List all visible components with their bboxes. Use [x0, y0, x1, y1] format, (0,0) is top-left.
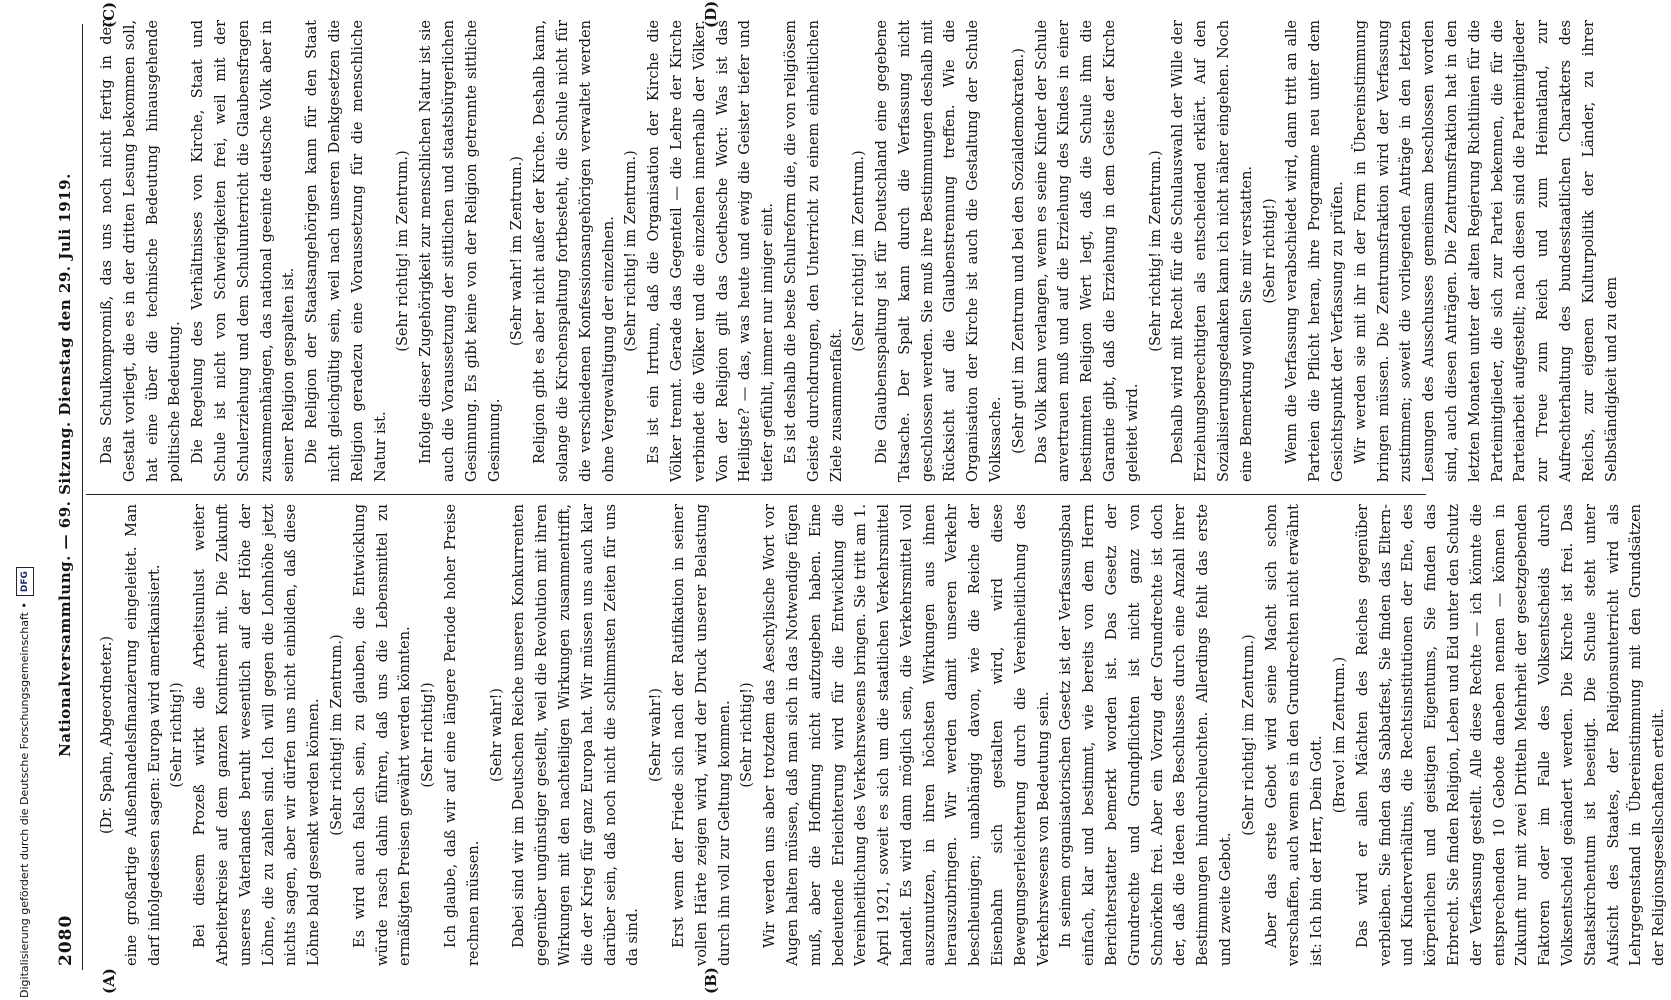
interjection: (Sehr richtig! im Zentrum.)	[328, 634, 345, 836]
paragraph: Das Schulkompromiß, das uns noch nicht fertig in der Gestalt vorliegt, die es in der dritten Lesung bekommen soll, hat eine über die technische Bedeutung hinausgehende politische Bedeutung.	[99, 20, 184, 482]
paragraph: Das wird er allen Mächten des Reiches gegenüber verbleiben. Sie finden das Sabbatfest, Sie finden das Eltern- und Kinderverhältnis, die Rechtsinstitutionen der Ehe, des körperlichen und geistigen Eigentums, Sie finden das Erbrecht. Sie finden Religion, Leben und Eid unter den Schutz der Verfassung gestellt. Alle diese Rechte — ich könnte die entsprechenden 10 Gebote daneben nennen — können in Zukunft nur mit zwei Dritteln Mehrheit der gesetzgebenden Faktoren oder im Falle des Volksentscheids durch Volksentscheid geändert werden. Die Kirche ist frei. Das Staatskirchentum ist beseitigt. Die Schule steht unter Aufsicht des Staates, der Religionsunterricht wird als Lehrgegenstand in Übereinstimmung mit den Grundsätzen der Religionsgesellschaften erteilt.	[1354, 504, 1668, 966]
page-number: 2080	[56, 914, 76, 966]
paragraph: Ich glaube, daß wir auf eine längere Periode hoher Preise rechnen müssen.	[442, 504, 482, 966]
interjection: (Sehr richtig! im Zentrum.)	[1147, 150, 1164, 352]
interjection: (Sehr richtig! im Zentrum.)	[851, 150, 868, 352]
interjection: (Sehr wahr!)	[648, 688, 665, 782]
interjection: (Sehr richtig! im Zentrum.)	[623, 150, 640, 352]
paragraph: Bei diesem Prozeß wirkt die Arbeitsunlust weiter Arbeiterkreise auf dem ganzen Kontinent mit. Die Zukunft unseres Vaterlandes beruht wesentlich auf der Höhe der Löhne, die zu zahlen sind. Ich will gegen die Lohnhöhe jetzt nichts sagen, aber wir dürfen uns nicht einbilden, daß diese Löhne bald gesenkt werden können.	[192, 504, 323, 966]
header-rule	[82, 24, 83, 970]
paragraph: Es ist ein Irrtum, daß die Organisation der Kirche die Völker trennt. Gerade das Gegenteil — die Lehre der Kirche verbindet die Völker und die einzelnen innerhalb der Völker. Von der Religion gilt das Goethesche Wort: Was ist das Heiligste? — das, was heute und ewig die Geister tiefer und tiefer gefühlt, immer nur inniger eint.	[646, 20, 777, 482]
margin-marker-c: (C)	[100, 1, 118, 28]
interjection: (Sehr richtig! im Zentrum.)	[395, 150, 412, 352]
paragraph: eine großartige Außenhandelsfinanzierung eingeleitet. Man darf infolgedessen sagen: Europa wird amerikanisiert.	[123, 504, 163, 966]
interjection: (Sehr richtig!)	[420, 682, 437, 788]
interjection: (Sehr wahr!)	[488, 688, 505, 782]
paragraph: Die Religion der Staatsangehörigen kann für den Staat nicht gleichgültig sein, weil nach unseren Denkgesetzen die Religion geradezu eine Voraussetzung für die menschliche Natur ist.	[304, 20, 389, 482]
paragraph: Es ist deshalb die beste Schulreform die, die von religiösem Geiste durchdrungen, den Unterricht zu einem einheitlichen Ziele zusammenfaßt.	[782, 20, 845, 482]
paragraph: Wir werden sie mit ihr in der Form in Übereinstimmung bringen müssen. Die Zentrumsfraktion wird der Verfassung zustimmen; soweit die vorliegenden Anträge in den letzten Lesungen des Ausschusses gemeinsam beschlossen worden sind, auch diesen Anträgen. Die Zentrumsfraktion hat in den letzten Monaten unter der alten Regierung Richtlinien für die Parteimitglieder, die sich zur Partei bekennen, die für die Parteiarbeit aufgestellt; nach diesen sind die Parteimitglieder zur Treue zum Reich und zum Heimatland, zur Aufrechterhaltung des bundesstaatlichen Charakters des Reichs, zur eigenen Kulturpolitik der Länder, zu ihrer Selbständigkeit und zu dem	[1352, 20, 1620, 482]
paragraph: Dabei sind wir im Deutschen Reiche unseren Konkurrenten gegenüber ungünstiger gestellt, weil die Revolution mit ihren Wirkungen mit den nachteiligen Wirkungen zusammentrifft, die der Krieg für ganz Europa hat. Wir müssen uns auch klar darüber sein, daß noch nicht die schlimmsten Zeiten für uns da sind.	[511, 504, 642, 966]
digitization-credit-bar	[4, 571, 34, 998]
interjection: (Sehr wahr! im Zentrum.)	[509, 156, 526, 346]
paragraph: Religion gibt es aber nicht außer der Kirche. Deshalb kann, solange die Kirchenspaltung fortbesteht, die Schule nicht für die verschiedenen Konfessionsangehörigen verwaltet werden ohne Vergewaltigung der einzelnen.	[532, 20, 617, 482]
margin-marker-b: (B)	[702, 967, 720, 994]
paragraph: Infolge dieser Zugehörigkeit zur menschlichen Natur ist sie auch die Voraussetzung der sittlichen und staatsbürgerlichen Gesinnung. Es gibt keine von der Religion getrennte sittliche Gesinnung.	[418, 20, 503, 482]
interjection: (Sehr richtig!)	[1261, 198, 1278, 304]
paragraph: Aber das erste Gebot wird seine Macht sich schon verschaffen, auch wenn es in den Grundrechten nicht erwähnt ist: Ich bin der Herr, Dein Gott.	[1263, 504, 1326, 966]
right-column	[96, 20, 1620, 482]
interjection: (Bravo! im Zentrum.)	[1332, 656, 1349, 814]
paragraph: Erst wenn der Friede sich nach der Ratifikation in seiner vollen Härte zeigen wird, wird der Druck unserer Belastung durch ihn voll zur Geltung kommen.	[670, 504, 733, 966]
running-title: Nationalversammlung. — 69. Sitzung. Dienstag den 29. Juli 1919.	[56, 173, 74, 757]
interjection: (Sehr richtig! im Zentrum.)	[1240, 634, 1257, 836]
paragraph: Wenn die Verfassung verabschiedet wird, dann tritt an alle Parteien die Pflicht heran, ihre Programme neu unter dem Gesichtspunkt der Verfassung zu prüfen.	[1284, 20, 1347, 482]
paragraph: Die Regelung des Verhältnisses von Kirche, Staat und Schule ist nicht von Schwierigkeiten frei, weil mit der Schulerziehung und dem Schulunterricht die Glaubensfragen zusammenhängen, das national geeinte deutsche Volk aber in seiner Religion gespalten ist.	[190, 20, 298, 482]
interjection: (Sehr gut! im Zentrum und bei den Sozialdemokraten.)	[1010, 48, 1027, 454]
paragraph: Es wird auch falsch sein, zu glauben, die Entwicklung würde rasch dahin führen, daß uns die Lebensmittel zu ermäßigten Preisen gewährt werden könnten.	[351, 504, 414, 966]
interjection: (Sehr richtig!)	[169, 682, 186, 788]
paragraph: Deshalb wird mit Recht für die Schulauswahl der Wille der Erziehungsberechtigten als entscheidend erklärt. Auf den Sozialisierungsgedanken kann ich nicht näher eingehen. Noch eine Bemerkung wollen Sie mir verstatten.	[1170, 20, 1255, 482]
margin-marker-a: (A)	[100, 968, 118, 994]
paragraph: In seinem organisatorischen Gesetz ist der Verfassungsbau einfach, klar und bestimmt, wie bereits von dem Herrn Berichterstatter bemerkt worden ist. Das Gesetz der Grundrechte und Grundpflichten ist nicht ganz von Schnörkeln frei. Aber ein Vorzug der Grundrechte ist doch der, daß die Ideen des Beschlusses durch eine Anzahl ihrer Bestimmungen hindurchleuchten. Allerdings fehlt das erste und zweite Gebot.	[1058, 504, 1235, 966]
rotated-page	[42, 0, 1668, 1000]
speaker-line: (Dr. Spahn, Abgeordneter.)	[99, 635, 115, 835]
margin-marker-d: (D)	[702, 0, 720, 28]
left-column	[96, 504, 1668, 966]
paragraph: Das Volk kann verlangen, wenn es seine Kinder der Schule anvertrauen muß und auf die Erziehung des Kindes in einer bestimmten Religion Wert legt, daß die Schule ihm die Garantie gibt, daß die Erziehung in dem Geiste der Kirche geleitet wird.	[1033, 20, 1141, 482]
column-divider	[86, 494, 1426, 495]
credit-text: Digitalisierung gefördert durch die Deutsche Forschungsgemeinschaft •	[18, 602, 31, 998]
interjection: (Sehr richtig!)	[739, 682, 756, 788]
dfg-logo: DFG	[16, 567, 34, 596]
paragraph: Wir werden uns aber trotzdem das Aeschylische Wort vor Augen halten müssen, daß man sich in das Notwendige fügen muß, aber die Hoffnung nicht aufzugeben haben. Eine bedeutende Erleichterung wird für die Entwicklung die Vereinheitlichung des Verkehrswesens bringen. Sie tritt am 1. April 1921, soweit es sich um die staatlichen Verkehrsmittel handelt. Es wird dann möglich sein, die Verkehrsmittel voll auszunutzen, in ihren höchsten Wirkungen aus ihnen herauszubringen. Wir werden damit unseren Verkehr beschleunigen; unabhängig davon, wie die Reiche der Eisenbahn sich gestalten wird, wird diese Bewegungserleichterung durch die Vereinheitlichung des Verkehrswesens von Bedeutung sein.	[762, 504, 1052, 966]
paragraph: Die Glaubensspaltung ist für Deutschland eine gegebene Tatsache. Der Spalt kann durch die Verfassung nicht geschlossen werden. Sie muß ihre Bestimmungen deshalb mit Rücksicht auf die Glaubenstrennung treffen. Wie die Organisation der Kirche ist auch die Gestaltung der Schule Volkssache.	[874, 20, 1005, 482]
page-header	[42, 0, 86, 1000]
